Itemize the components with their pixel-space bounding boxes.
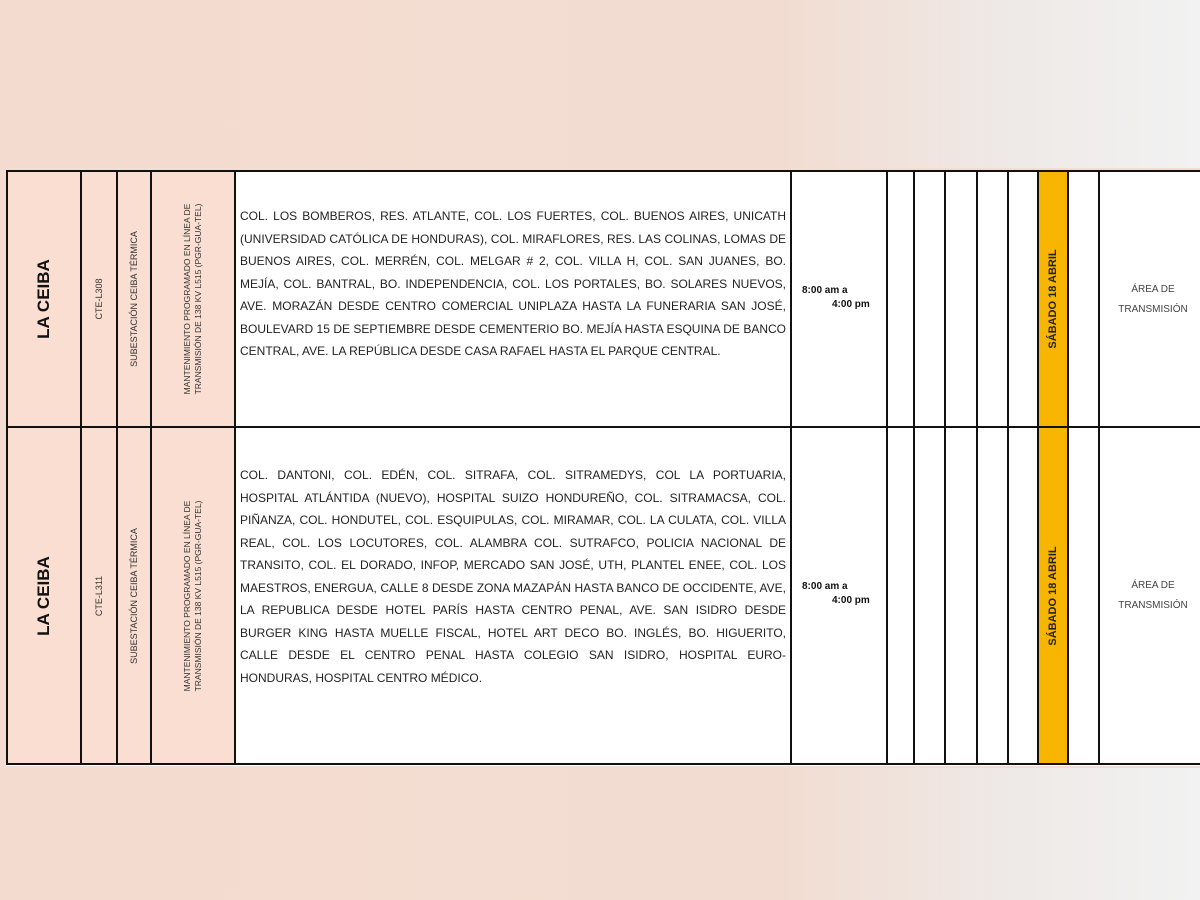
- empty-cell: [1007, 428, 1037, 763]
- empty-cell: [1067, 172, 1100, 426]
- table-row: [6, 172, 1200, 426]
- empty-cell: [886, 428, 913, 763]
- time-cell: [790, 428, 886, 763]
- empty-cell: [886, 172, 913, 426]
- city-cell: [6, 172, 80, 426]
- date: SÁBADO 18 ABRIL: [1047, 249, 1059, 349]
- table-row: [6, 428, 1200, 763]
- area-label: ÁREA DE: [1131, 580, 1175, 591]
- area-cell: [1100, 172, 1200, 426]
- empty-cell: [913, 172, 944, 426]
- empty-cell: [944, 172, 976, 426]
- work-description: MANTENIMIENTO PROGRAMADO EN LÍNEA DE TRANSMISIÓN DE 138 KV L515 (PGR-GUA-TEL): [182, 203, 203, 395]
- empty-cell: [944, 428, 976, 763]
- time-end: 4:00 pm: [832, 299, 870, 310]
- city: LA CEIBA: [34, 259, 53, 339]
- description-cell: [150, 428, 234, 763]
- outage-schedule-table: [6, 170, 1200, 766]
- affected-areas: COL. LOS BOMBEROS, RES. ATLANTE, COL. LOS FUERTES, COL. BUENOS AIRES, UNICATH (UNIVERSIDAD CATÓLICA DE HONDURAS), COL. MIRAFLORES, RES. LAS COLINAS, LOMAS DE BUENOS AIRES, COL. MERRÉN, COL. MELGAR # 2, COL. VILLA H, COL. SAN JUANES, BO. MEJÍA, COL. BANTRAL, BO. INDEPENDENCIA, COL. LOS PORTALES, BO. SOLARES NUEVOS, AVE. MORAZÁN DESDE CENTRO COMERCIAL UNIPLAZA HASTA LA FUNERARIA SAN JOSÉ, BOULEVARD 15 DE SEPTIEMBRE DESDE CEMENTERIO BO. MEJÍA HASTA ESQUINA DE BANCO CENTRAL, AVE. LA REPÚBLICA DESDE CASA RAFAEL HASTA EL PARQUE CENTRAL.: [240, 209, 786, 358]
- background-top: [0, 0, 1200, 168]
- area-label: TRANSMISIÓN: [1118, 600, 1188, 611]
- date-cell: [1037, 428, 1067, 763]
- description-cell: [150, 172, 234, 426]
- divider: [6, 763, 1200, 765]
- time-start: 8:00 am a: [802, 285, 848, 296]
- time-cell: [790, 172, 886, 426]
- empty-cell: [976, 428, 1007, 763]
- date: SÁBADO 18 ABRIL: [1047, 545, 1059, 646]
- area-cell: [1100, 428, 1200, 763]
- area-label: TRANSMISIÓN: [1118, 304, 1188, 315]
- empty-cell: [913, 428, 944, 763]
- circuit-code: CTE-L311: [94, 575, 104, 616]
- area-label: ÁREA DE: [1131, 284, 1175, 295]
- code-cell: [80, 172, 116, 426]
- code-cell: [80, 428, 116, 763]
- date-cell: [1037, 172, 1067, 426]
- time-start: 8:00 am a: [802, 581, 848, 592]
- empty-cell: [1067, 428, 1100, 763]
- time-end: 4:00 pm: [832, 595, 870, 606]
- substation-cell: [116, 428, 150, 763]
- substation: SUBESTACIÓN CEIBA TÉRMICA: [129, 231, 139, 367]
- affected-areas: COL. DANTONI, COL. EDÉN, COL. SITRAFA, COL. SITRAMEDYS, COL LA PORTUARIA, HOSPITAL ATLÁNTIDA (NUEVO), HOSPITAL SUIZO HONDUREÑO, COL. SITRAMACSA, COL. PIÑANZA, COL. HONDUTEL, COL. ESQUIPULAS, COL. MIRAMAR, COL. LA CULATA, COL. VILLA REAL, COL. LOS LOCUTORES, COL. ALAMBRA COL. SUTRAFCO, POLICIA NACIONAL DE TRANSITO, COL. EL DORADO, INFOP, MERCADO SAN JOSÉ, UTH, PLANTEL ENEE, COL. LOS MAESTROS, ENERGUA, CALLE 8 DESDE ZONA MAZAPÁN HASTA BANCO DE OCCIDENTE, AVE, LA REPUBLICA DESDE HOTEL PARÍS HASTA CENTRO PENAL, AVE. SAN ISIDRO DESDE BURGER KING HASTA MUELLE FISCAL, HOTEL ART DECO BO. INGLÉS, BO. HIGUERITO, CALLE DESDE EL CENTRO PENAL HASTA COLEGIO SAN ISIDRO, HOSPITAL EURO-HONDURAS, HOSPITAL CENTRO MÉDICO.: [240, 468, 786, 685]
- substation-cell: [116, 172, 150, 426]
- city-cell: [6, 428, 80, 763]
- empty-cell: [976, 172, 1007, 426]
- areas-cell: [234, 428, 790, 763]
- circuit-code: CTE-L308: [94, 278, 104, 320]
- work-description: MANTENIMIENTO PROGRAMADO EN LÍNEA DE TRANSMISIÓN DE 138 KV L515 (PGR-GUA-TEL): [182, 500, 203, 691]
- substation: SUBESTACIÓN CEIBA TÉRMICA: [129, 527, 139, 664]
- city: LA CEIBA: [34, 555, 53, 636]
- background-bottom: [0, 768, 1200, 900]
- empty-cell: [1007, 172, 1037, 426]
- areas-cell: [234, 172, 790, 426]
